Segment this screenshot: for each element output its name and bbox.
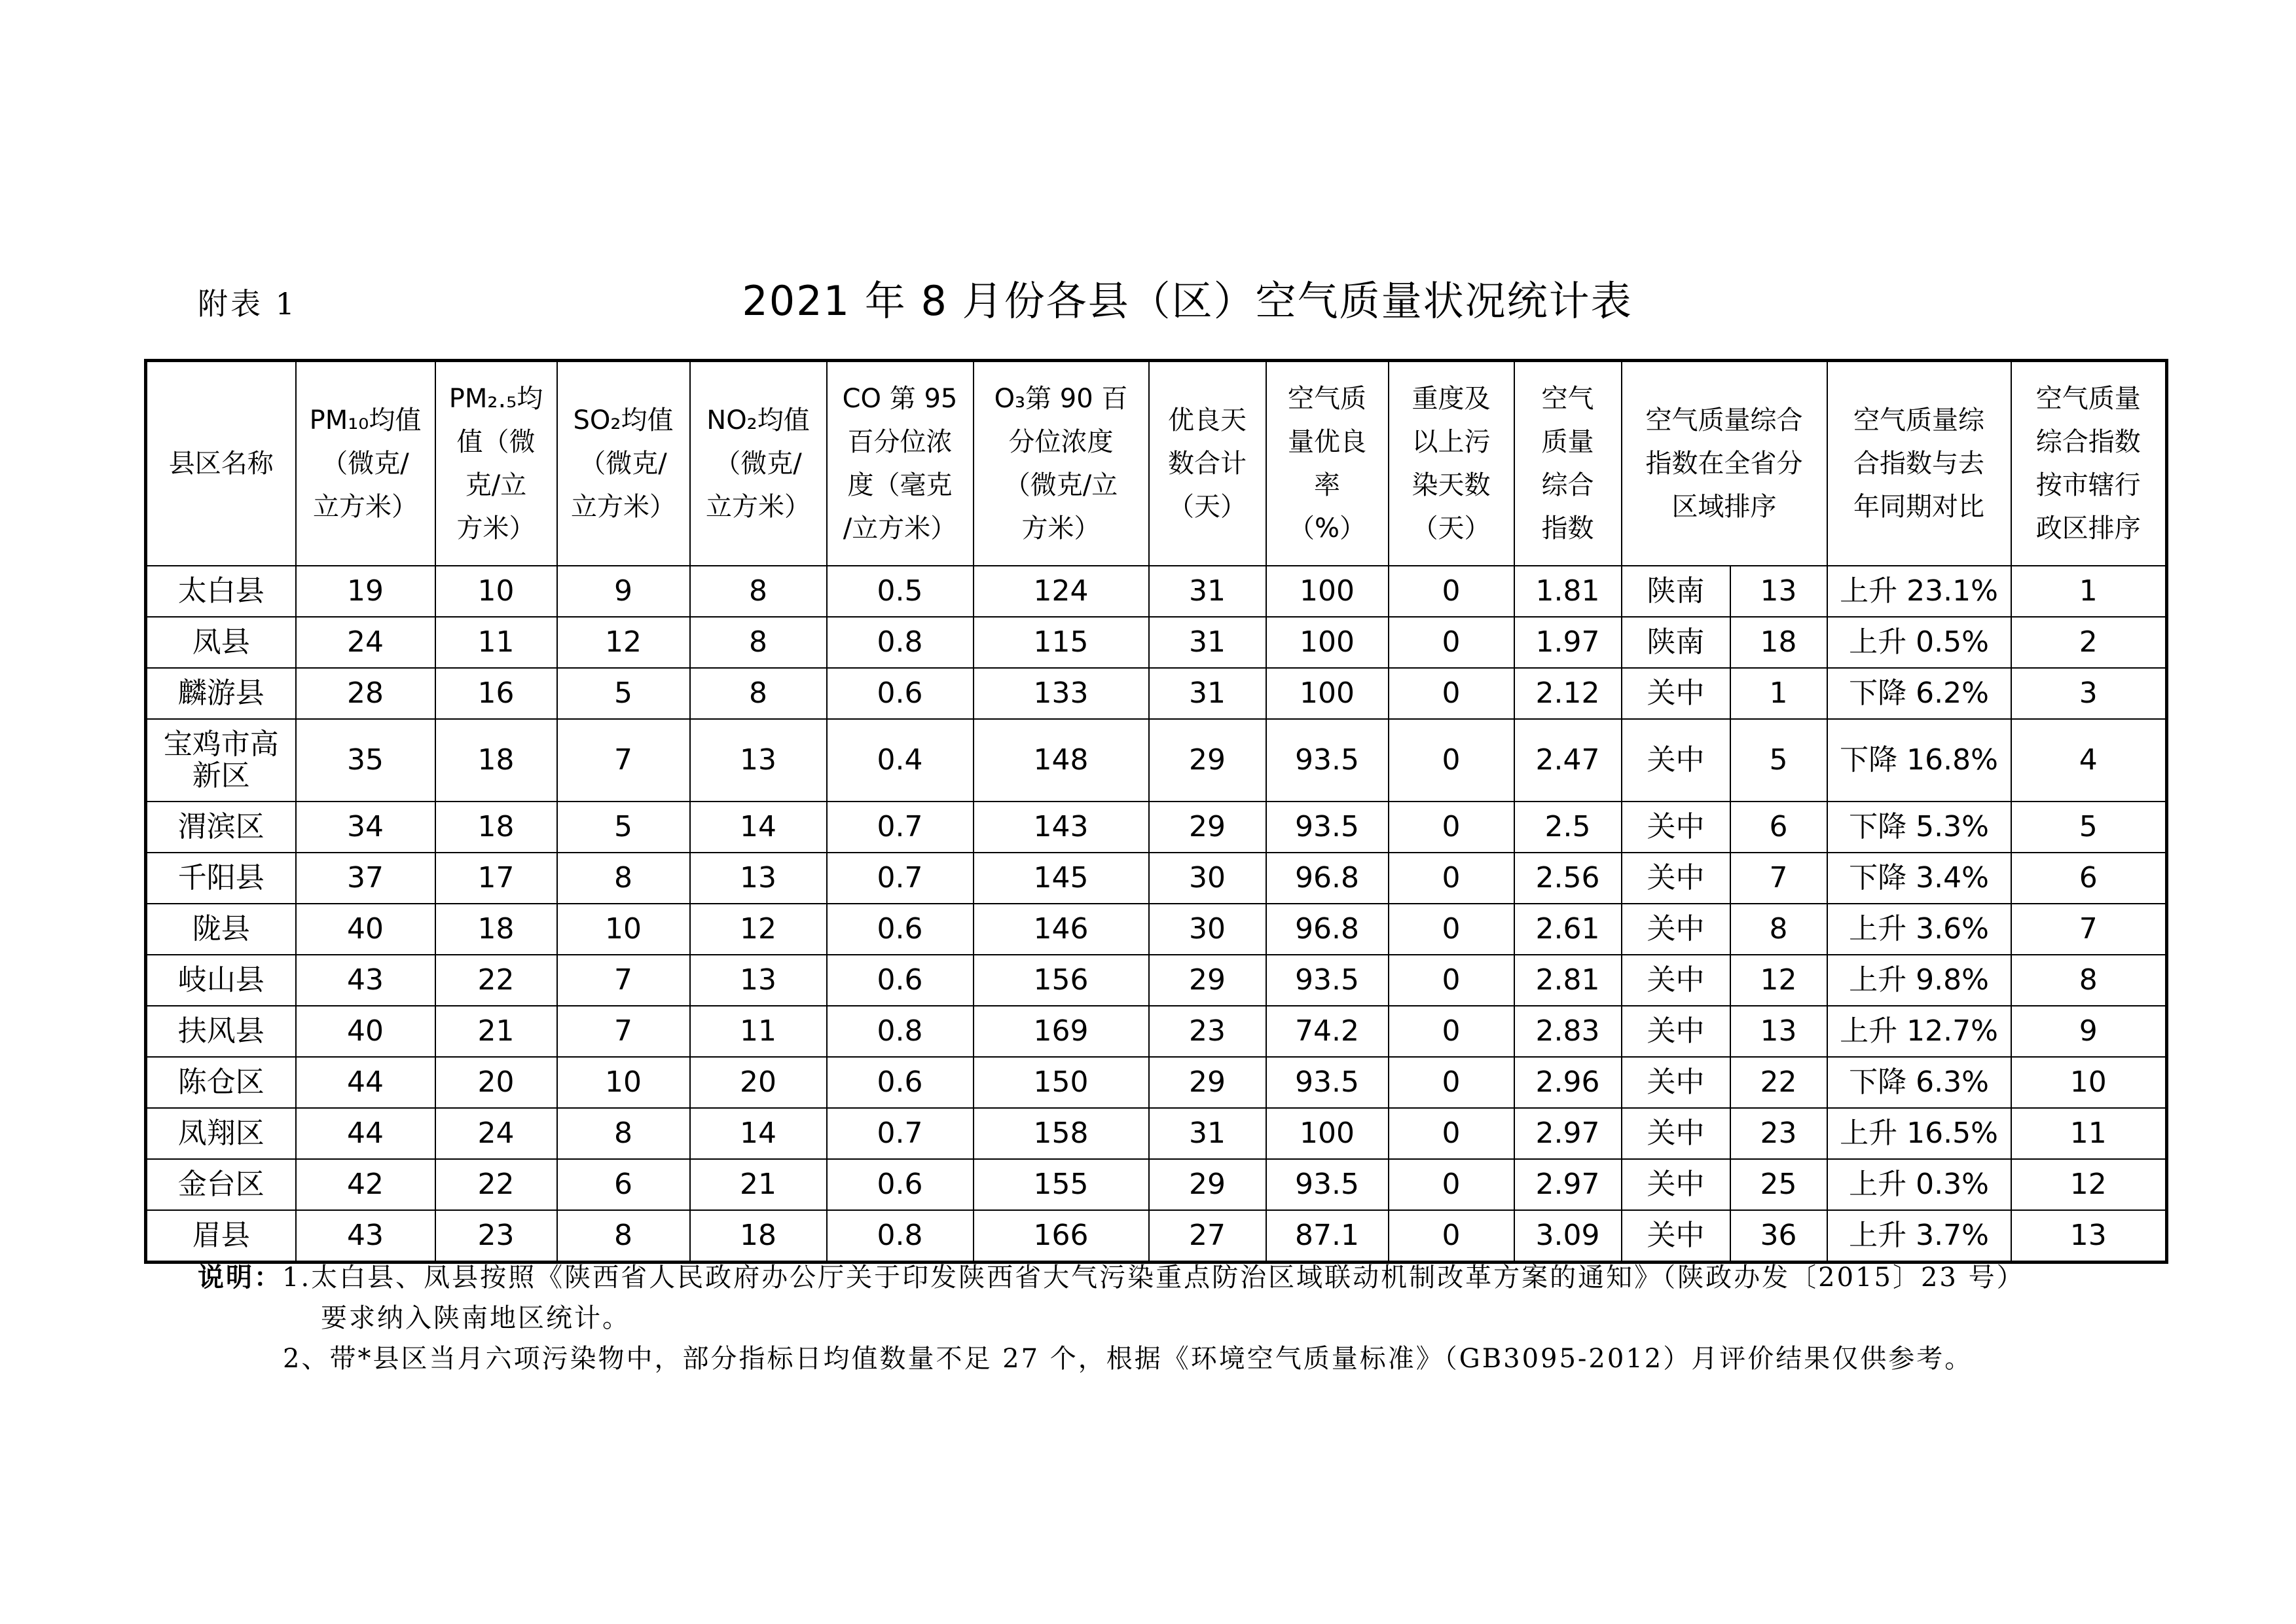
- cell-o3: 156: [974, 955, 1149, 1006]
- cell-heavy-days: 0: [1389, 719, 1514, 802]
- name-line: 新区: [192, 759, 250, 792]
- header-line: 政区排序: [2035, 513, 2141, 544]
- cell-heavy-days: 0: [1389, 853, 1514, 904]
- header-line: /立方米）: [843, 513, 957, 544]
- cell-yoy: 上升 9.8%: [1827, 955, 2011, 1006]
- cell-index: 2.61: [1514, 904, 1622, 955]
- cell-so2: 8: [557, 1210, 690, 1263]
- cell-yoy: 上升 3.7%: [1827, 1210, 2011, 1263]
- cell-pm25: 18: [435, 719, 557, 802]
- header-pm10: [296, 361, 435, 566]
- cell-index: 1.97: [1514, 617, 1622, 668]
- cell-good-rate: 87.1: [1266, 1210, 1389, 1263]
- cell-so2: 5: [557, 802, 690, 853]
- header-co: [827, 361, 974, 566]
- cell-co: 0.8: [827, 617, 974, 668]
- cell-good-rate: 74.2: [1266, 1006, 1389, 1057]
- cell-pm25: 24: [435, 1108, 557, 1159]
- header-line: 数合计: [1168, 449, 1247, 479]
- attachment-label: 附表 1: [198, 286, 297, 322]
- cell-city-rank: 5: [2011, 802, 2167, 853]
- cell-good-days: 29: [1149, 802, 1266, 853]
- cell-o3: 146: [974, 904, 1149, 955]
- header-line: 方米）: [1021, 513, 1101, 544]
- table-row: [146, 1210, 2167, 1263]
- table-row: [146, 566, 2167, 617]
- note-2: 2、带*县区当月六项污染物中，部分指标日均值数量不足 27 个，根据《环境空气质量标准》（GB3095-2012）月评价结果仅供参考。: [283, 1344, 1973, 1374]
- cell-so2: 7: [557, 955, 690, 1006]
- table-body: [146, 566, 2167, 1263]
- cell-no2: 12: [690, 904, 827, 955]
- cell-good-days: 31: [1149, 617, 1266, 668]
- header-line: （天）: [1168, 492, 1247, 522]
- cell-index: 3.09: [1514, 1210, 1622, 1263]
- cell-co: 0.6: [827, 904, 974, 955]
- cell-yoy: 下降 3.4%: [1827, 853, 2011, 904]
- cell-co: 0.7: [827, 1108, 974, 1159]
- cell-o3: 115: [974, 617, 1149, 668]
- cell-prov-rank: 12: [1730, 955, 1827, 1006]
- header-good-days: [1149, 361, 1266, 566]
- cell-co: 0.8: [827, 1210, 974, 1263]
- cell-name: 凤县: [146, 617, 296, 668]
- cell-good-rate: 93.5: [1266, 1057, 1389, 1108]
- cell-name: 金台区: [146, 1159, 296, 1210]
- header-line: （%）: [1288, 513, 1366, 544]
- cell-city-rank: 12: [2011, 1159, 2167, 1210]
- cell-index: 2.81: [1514, 955, 1622, 1006]
- header-no2: [690, 361, 827, 566]
- cell-pm10: 35: [296, 719, 435, 802]
- header-line: 空气质量综: [1853, 405, 1984, 435]
- table-title: 2021 年 8 月份各县（区）空气质量状况统计表: [742, 277, 1633, 325]
- cell-prov-rank: 5: [1730, 719, 1827, 802]
- header-yoy-comparison: [1827, 361, 2011, 566]
- cell-so2: 7: [557, 1006, 690, 1057]
- cell-pm10: 37: [296, 853, 435, 904]
- header-line: 重度及: [1412, 384, 1491, 414]
- cell-o3: 145: [974, 853, 1149, 904]
- cell-city-rank: 2: [2011, 617, 2167, 668]
- header-line: 综合: [1541, 470, 1594, 500]
- note-1: 1.太白县、凤县按照《陕西省人民政府办公厅关于印发陕西省大气污染重点防治区域联动机制改革方案的通知》（陕政办发〔2015〕23 号）: [282, 1263, 2025, 1293]
- cell-prov-rank: 13: [1730, 1006, 1827, 1057]
- cell-index: 2.12: [1514, 668, 1622, 719]
- cell-yoy: 上升 3.6%: [1827, 904, 2011, 955]
- cell-no2: 8: [690, 617, 827, 668]
- table-row: [146, 668, 2167, 719]
- header-line: O₃第 90 百: [994, 384, 1128, 414]
- table-row: [146, 853, 2167, 904]
- header-line: 空气: [1541, 384, 1594, 414]
- cell-prov-rank: 18: [1730, 617, 1827, 668]
- cell-index: 2.96: [1514, 1057, 1622, 1108]
- cell-no2: 13: [690, 955, 827, 1006]
- header-pm25: [435, 361, 557, 566]
- cell-name: 千阳县: [146, 853, 296, 904]
- cell-o3: 133: [974, 668, 1149, 719]
- cell-good-days: 31: [1149, 1108, 1266, 1159]
- header-line: PM₂.₅均: [448, 384, 543, 414]
- cell-city-rank: 11: [2011, 1108, 2167, 1159]
- cell-city-rank: 8: [2011, 955, 2167, 1006]
- cell-pm10: 42: [296, 1159, 435, 1210]
- cell-no2: 13: [690, 853, 827, 904]
- cell-good-days: 23: [1149, 1006, 1266, 1057]
- cell-pm10: 28: [296, 668, 435, 719]
- cell-good-days: 31: [1149, 668, 1266, 719]
- cell-pm25: 18: [435, 802, 557, 853]
- cell-name: 太白县: [146, 566, 296, 617]
- cell-pm25: 21: [435, 1006, 557, 1057]
- header-line: （微克/立: [1004, 470, 1118, 500]
- name-line: 宝鸡市高: [163, 728, 279, 761]
- cell-good-days: 27: [1149, 1210, 1266, 1263]
- cell-city-rank: 9: [2011, 1006, 2167, 1057]
- header-line: 度（毫克: [847, 470, 953, 500]
- header-row: [146, 361, 2167, 566]
- cell-so2: 12: [557, 617, 690, 668]
- cell-pm25: 23: [435, 1210, 557, 1263]
- cell-region: 陕南: [1622, 617, 1730, 668]
- cell-so2: 7: [557, 719, 690, 802]
- cell-co: 0.6: [827, 955, 974, 1006]
- cell-index: 2.83: [1514, 1006, 1622, 1057]
- header-line: 质量: [1541, 427, 1594, 457]
- cell-heavy-days: 0: [1389, 617, 1514, 668]
- cell-region: 关中: [1622, 853, 1730, 904]
- cell-o3: 124: [974, 566, 1149, 617]
- table-row: [146, 802, 2167, 853]
- cell-good-days: 29: [1149, 719, 1266, 802]
- header-line: （天）: [1412, 513, 1491, 544]
- cell-pm10: 19: [296, 566, 435, 617]
- header-line: 克/立: [465, 470, 527, 500]
- cell-good-rate: 96.8: [1266, 853, 1389, 904]
- cell-index: 2.97: [1514, 1108, 1622, 1159]
- cell-o3: 143: [974, 802, 1149, 853]
- header-line: NO₂均值: [706, 405, 810, 435]
- cell-prov-rank: 22: [1730, 1057, 1827, 1108]
- cell-yoy: 上升 23.1%: [1827, 566, 2011, 617]
- cell-yoy: 上升 16.5%: [1827, 1108, 2011, 1159]
- cell-good-rate: 93.5: [1266, 802, 1389, 853]
- cell-region: 关中: [1622, 1006, 1730, 1057]
- header-line: 按市辖行: [2035, 470, 2141, 500]
- cell-o3: 148: [974, 719, 1149, 802]
- cell-pm25: 20: [435, 1057, 557, 1108]
- cell-name: 渭滨区: [146, 802, 296, 853]
- cell-no2: 18: [690, 1210, 827, 1263]
- cell-heavy-days: 0: [1389, 668, 1514, 719]
- header-line: 空气质: [1288, 384, 1366, 414]
- cell-heavy-days: 0: [1389, 955, 1514, 1006]
- cell-pm25: 18: [435, 904, 557, 955]
- header-line: 指数在全省分: [1645, 449, 1803, 479]
- header-line: 空气质量综合: [1645, 405, 1803, 435]
- cell-good-days: 30: [1149, 904, 1266, 955]
- cell-pm25: 10: [435, 566, 557, 617]
- header-heavy-days: [1389, 361, 1514, 566]
- cell-no2: 11: [690, 1006, 827, 1057]
- cell-city-rank: 4: [2011, 719, 2167, 802]
- header-line: 方米）: [456, 513, 536, 544]
- header-provincial-rank: [1622, 361, 1827, 566]
- table-row: [146, 1108, 2167, 1159]
- cell-name: 凤翔区: [146, 1108, 296, 1159]
- cell-prov-rank: 6: [1730, 802, 1827, 853]
- header-line: （微克/: [714, 449, 802, 479]
- header-good-rate: [1266, 361, 1389, 566]
- cell-region: 关中: [1622, 955, 1730, 1006]
- cell-good-days: 29: [1149, 1159, 1266, 1210]
- cell-co: 0.6: [827, 668, 974, 719]
- header-line: CO 第 95: [842, 384, 958, 414]
- cell-o3: 169: [974, 1006, 1149, 1057]
- cell-pm10: 44: [296, 1057, 435, 1108]
- cell-yoy: 下降 5.3%: [1827, 802, 2011, 853]
- cell-o3: 158: [974, 1108, 1149, 1159]
- cell-pm10: 43: [296, 955, 435, 1006]
- cell-city-rank: 13: [2011, 1210, 2167, 1263]
- header-line: 综合指数: [2035, 427, 2141, 457]
- table-row: [146, 1159, 2167, 1210]
- header-line: 年同期对比: [1853, 492, 1984, 522]
- cell-yoy: 下降 6.2%: [1827, 668, 2011, 719]
- note-1-continued: 要求纳入陕南地区统计。: [321, 1303, 630, 1333]
- cell-index: 2.97: [1514, 1159, 1622, 1210]
- cell-pm10: 44: [296, 1108, 435, 1159]
- cell-region: 关中: [1622, 1057, 1730, 1108]
- table-row: [146, 904, 2167, 955]
- cell-index: 2.56: [1514, 853, 1622, 904]
- cell-no2: 21: [690, 1159, 827, 1210]
- cell-so2: 9: [557, 566, 690, 617]
- cell-region: 关中: [1622, 1159, 1730, 1210]
- cell-name: 岐山县: [146, 955, 296, 1006]
- cell-yoy: 下降 6.3%: [1827, 1057, 2011, 1108]
- cell-pm25: 22: [435, 955, 557, 1006]
- cell-good-days: 31: [1149, 566, 1266, 617]
- cell-good-days: 30: [1149, 853, 1266, 904]
- cell-name: 扶风县: [146, 1006, 296, 1057]
- cell-pm25: 11: [435, 617, 557, 668]
- cell-city-rank: 7: [2011, 904, 2167, 955]
- cell-no2: 8: [690, 668, 827, 719]
- cell-co: 0.8: [827, 1006, 974, 1057]
- cell-co: 0.7: [827, 853, 974, 904]
- header-city-rank: [2011, 361, 2167, 566]
- header-o3: [974, 361, 1149, 566]
- cell-region: 关中: [1622, 1210, 1730, 1263]
- cell-no2: 13: [690, 719, 827, 802]
- header-line: 优良天: [1168, 405, 1247, 435]
- header-line: 以上污: [1412, 427, 1491, 457]
- cell-region: 关中: [1622, 904, 1730, 955]
- cell-heavy-days: 0: [1389, 1159, 1514, 1210]
- cell-region: 关中: [1622, 668, 1730, 719]
- cell-prov-rank: 23: [1730, 1108, 1827, 1159]
- table-row: [146, 617, 2167, 668]
- cell-region: 关中: [1622, 719, 1730, 802]
- cell-good-rate: 93.5: [1266, 1159, 1389, 1210]
- cell-good-rate: 93.5: [1266, 955, 1389, 1006]
- header-line: 空气质量: [2035, 384, 2141, 414]
- cell-yoy: 上升 12.7%: [1827, 1006, 2011, 1057]
- cell-pm25: 16: [435, 668, 557, 719]
- cell-so2: 6: [557, 1159, 690, 1210]
- cell-pm25: 17: [435, 853, 557, 904]
- cell-prov-rank: 25: [1730, 1159, 1827, 1210]
- cell-pm10: 40: [296, 1006, 435, 1057]
- header-line: 分位浓度: [1008, 427, 1114, 457]
- cell-name: [146, 719, 296, 802]
- cell-so2: 8: [557, 853, 690, 904]
- header-line: 合指数与去: [1853, 449, 1984, 479]
- cell-index: 1.81: [1514, 566, 1622, 617]
- cell-yoy: 上升 0.3%: [1827, 1159, 2011, 1210]
- header-line: 县区名称: [168, 449, 274, 479]
- cell-no2: 8: [690, 566, 827, 617]
- cell-region: 陕南: [1622, 566, 1730, 617]
- header-line: （微克/: [321, 449, 409, 479]
- cell-city-rank: 6: [2011, 853, 2167, 904]
- cell-pm25: 22: [435, 1159, 557, 1210]
- cell-pm10: 43: [296, 1210, 435, 1263]
- cell-heavy-days: 0: [1389, 1210, 1514, 1263]
- header-line: SO₂均值: [573, 405, 674, 435]
- cell-city-rank: 1: [2011, 566, 2167, 617]
- cell-name: 眉县: [146, 1210, 296, 1263]
- cell-region: 关中: [1622, 1108, 1730, 1159]
- cell-name: 陇县: [146, 904, 296, 955]
- cell-o3: 155: [974, 1159, 1149, 1210]
- header-line: 指数: [1541, 513, 1594, 544]
- air-quality-table: [144, 359, 2168, 1264]
- cell-so2: 8: [557, 1108, 690, 1159]
- header-line: PM₁₀均值: [309, 405, 422, 435]
- cell-o3: 166: [974, 1210, 1149, 1263]
- cell-co: 0.6: [827, 1057, 974, 1108]
- cell-pm10: 40: [296, 904, 435, 955]
- table-row: [146, 719, 2167, 802]
- cell-heavy-days: 0: [1389, 566, 1514, 617]
- cell-heavy-days: 0: [1389, 1108, 1514, 1159]
- cell-o3: 150: [974, 1057, 1149, 1108]
- cell-good-days: 29: [1149, 1057, 1266, 1108]
- cell-co: 0.6: [827, 1159, 974, 1210]
- header-line: （微克/: [579, 449, 667, 479]
- cell-city-rank: 10: [2011, 1057, 2167, 1108]
- cell-co: 0.4: [827, 719, 974, 802]
- cell-good-rate: 93.5: [1266, 719, 1389, 802]
- cell-so2: 10: [557, 904, 690, 955]
- cell-no2: 20: [690, 1057, 827, 1108]
- cell-good-days: 29: [1149, 955, 1266, 1006]
- cell-prov-rank: 13: [1730, 566, 1827, 617]
- header-line: 染天数: [1412, 470, 1491, 500]
- header-line: 区域排序: [1671, 492, 1777, 522]
- cell-pm10: 24: [296, 617, 435, 668]
- header-line: 率: [1314, 470, 1340, 500]
- notes-label: 说明：: [198, 1262, 282, 1293]
- cell-prov-rank: 1: [1730, 668, 1827, 719]
- cell-no2: 14: [690, 802, 827, 853]
- header-composite-index: [1514, 361, 1622, 566]
- cell-yoy: 下降 16.8%: [1827, 719, 2011, 802]
- cell-co: 0.7: [827, 802, 974, 853]
- cell-prov-rank: 36: [1730, 1210, 1827, 1263]
- table-row: [146, 1006, 2167, 1057]
- cell-pm10: 34: [296, 802, 435, 853]
- header-line: 立方米）: [706, 492, 811, 522]
- cell-so2: 5: [557, 668, 690, 719]
- header-line: 百分位浓: [847, 427, 953, 457]
- cell-heavy-days: 0: [1389, 802, 1514, 853]
- cell-index: 2.5: [1514, 802, 1622, 853]
- header-line: 立方米）: [571, 492, 676, 522]
- header-line: 值（微: [456, 427, 536, 457]
- cell-heavy-days: 0: [1389, 904, 1514, 955]
- cell-good-rate: 100: [1266, 1108, 1389, 1159]
- cell-region: 关中: [1622, 802, 1730, 853]
- header-line: 量优良: [1288, 427, 1366, 457]
- cell-heavy-days: 0: [1389, 1006, 1514, 1057]
- cell-no2: 14: [690, 1108, 827, 1159]
- cell-good-rate: 96.8: [1266, 904, 1389, 955]
- table-row: [146, 955, 2167, 1006]
- cell-prov-rank: 8: [1730, 904, 1827, 955]
- notes: [198, 1257, 2025, 1379]
- header-line: 立方米）: [313, 492, 418, 522]
- cell-prov-rank: 7: [1730, 853, 1827, 904]
- cell-name: 陈仓区: [146, 1057, 296, 1108]
- cell-good-rate: 100: [1266, 566, 1389, 617]
- header-so2: [557, 361, 690, 566]
- cell-co: 0.5: [827, 566, 974, 617]
- cell-yoy: 上升 0.5%: [1827, 617, 2011, 668]
- table-row: [146, 1057, 2167, 1108]
- cell-index: 2.47: [1514, 719, 1622, 802]
- cell-good-rate: 100: [1266, 668, 1389, 719]
- cell-so2: 10: [557, 1057, 690, 1108]
- cell-name: 麟游县: [146, 668, 296, 719]
- cell-good-rate: 100: [1266, 617, 1389, 668]
- header-county-name: [146, 361, 296, 566]
- cell-heavy-days: 0: [1389, 1057, 1514, 1108]
- cell-city-rank: 3: [2011, 668, 2167, 719]
